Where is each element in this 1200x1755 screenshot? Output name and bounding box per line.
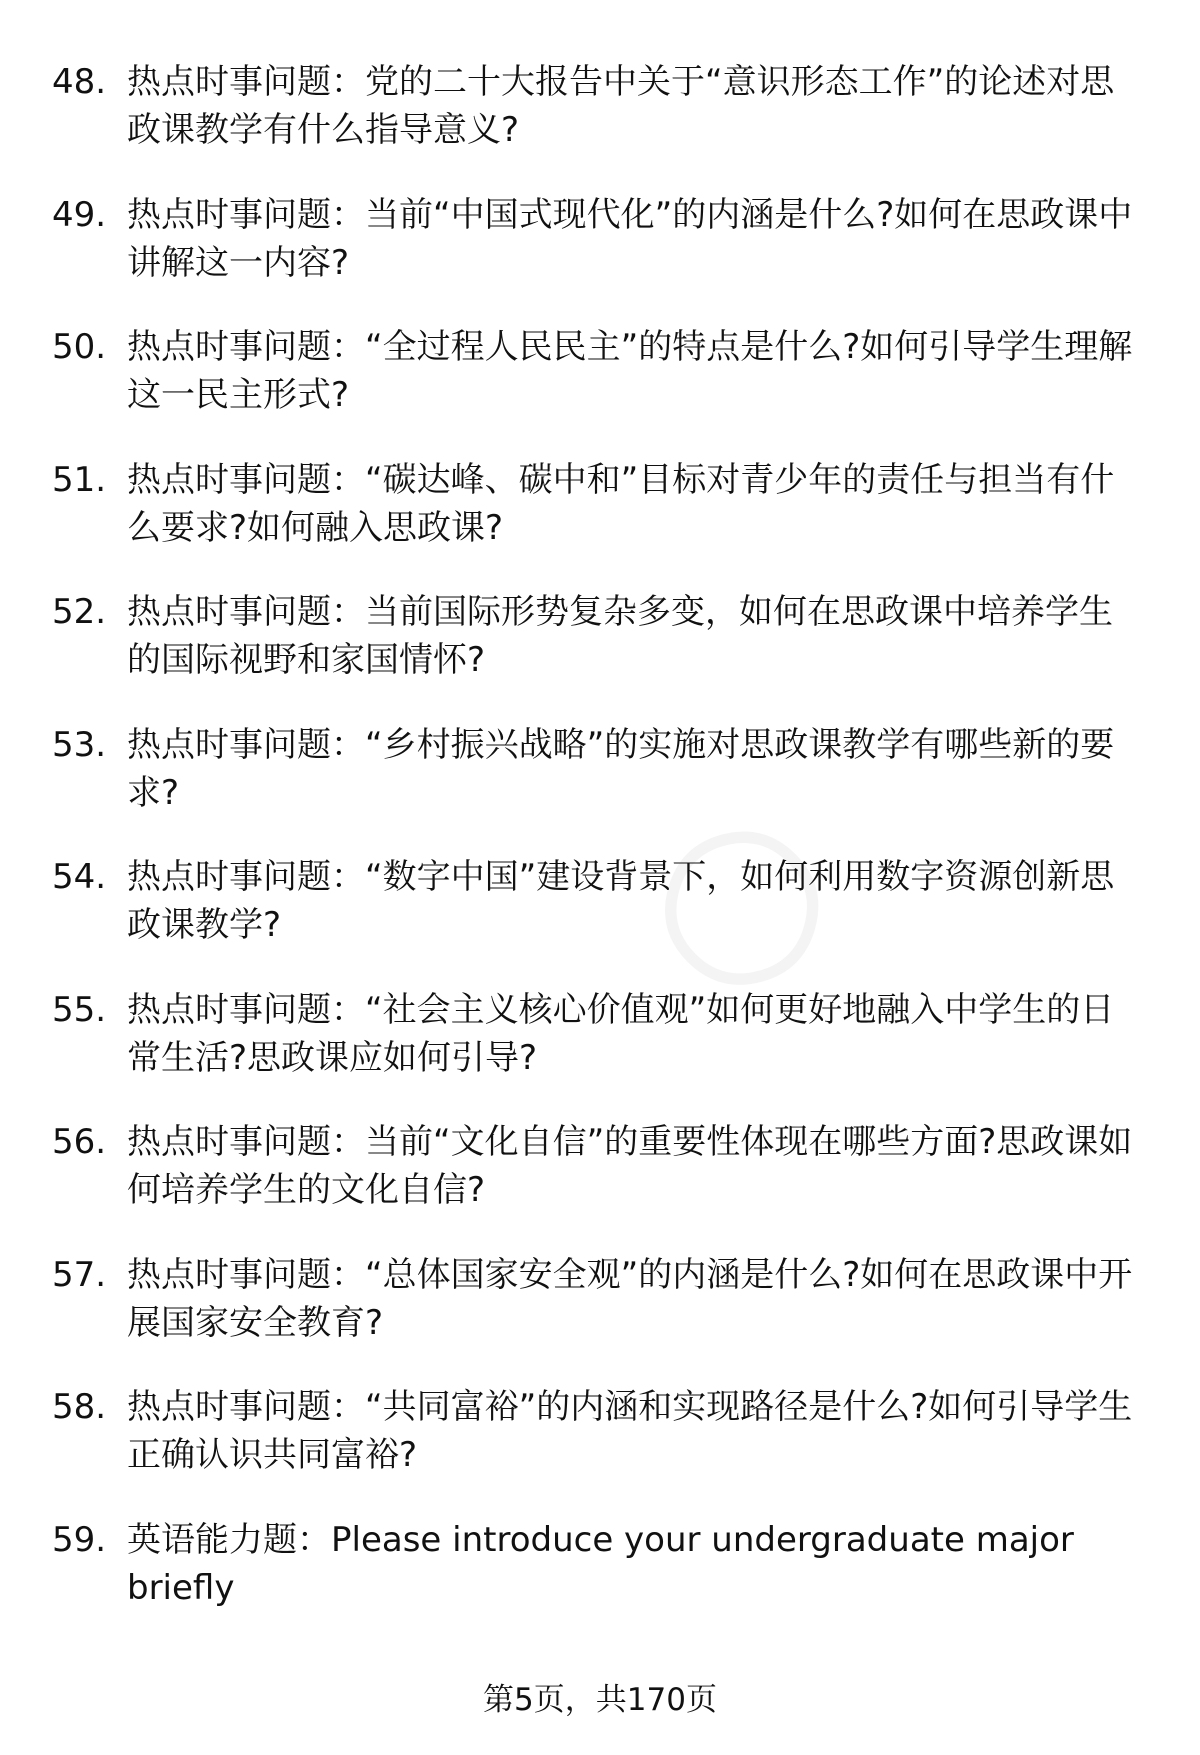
question-item bbox=[0, 986, 1200, 1119]
question-text: 热点时事问题：“乡村振兴战略”的实施对思政课教学有哪些新的要求? bbox=[127, 724, 1115, 813]
question-number: 51. bbox=[52, 459, 107, 500]
question-item bbox=[0, 1383, 1200, 1516]
question-number: 49. bbox=[52, 194, 107, 235]
question-item bbox=[0, 1118, 1200, 1251]
question-number: 52. bbox=[52, 592, 107, 632]
question-item bbox=[0, 191, 1200, 324]
question-item bbox=[0, 721, 1200, 854]
question-item bbox=[0, 323, 1200, 456]
question-item bbox=[0, 588, 1200, 721]
question-item bbox=[0, 1251, 1200, 1384]
question-number: 55. bbox=[52, 989, 107, 1030]
question-number: 58. bbox=[52, 1387, 107, 1427]
question-number: 48. bbox=[52, 62, 107, 102]
question-item bbox=[0, 1516, 1200, 1649]
question-number: 53. bbox=[52, 724, 107, 765]
question-text: 热点时事问题：当前国际形势复杂多变，如何在思政课中培养学生的国际视野和家国情怀? bbox=[127, 592, 1113, 680]
question-text: 热点时事问题：党的二十大报告中关于“意识形态工作”的论述对思政课教学有什么指导意义? bbox=[127, 62, 1115, 150]
question-text: 热点时事问题：当前“中国式现代化”的内涵是什么?如何在思政课中讲解这一内容? bbox=[127, 194, 1133, 283]
page-number-footer: 第5页，共170页 bbox=[483, 1682, 717, 1718]
question-text: 热点时事问题：“社会主义核心价值观”如何更好地融入中学生的日常生活?思政课应如何引导? bbox=[127, 989, 1115, 1078]
question-text: 热点时事问题：“碳达峰、碳中和”目标对青少年的责任与担当有什么要求?如何融入思政课? bbox=[127, 459, 1115, 548]
question-text: 英语能力题：Please introduce your undergraduate major briefly bbox=[127, 1519, 1074, 1608]
question-item bbox=[0, 456, 1200, 589]
question-number: 59. bbox=[52, 1519, 107, 1560]
question-text: 热点时事问题：“全过程人民民主”的特点是什么?如何引导学生理解这一民主形式? bbox=[127, 327, 1133, 415]
question-number: 56. bbox=[52, 1122, 107, 1162]
question-text: 热点时事问题：当前“文化自信”的重要性体现在哪些方面?思政课如何培养学生的文化自信? bbox=[127, 1122, 1133, 1210]
question-number: 57. bbox=[52, 1254, 107, 1295]
question-list bbox=[0, 58, 1200, 1648]
question-text: 热点时事问题：“总体国家安全观”的内涵是什么?如何在思政课中开展国家安全教育? bbox=[127, 1254, 1133, 1343]
question-number: 50. bbox=[52, 327, 107, 367]
question-item bbox=[0, 58, 1200, 191]
question-item bbox=[0, 853, 1200, 986]
question-text: 热点时事问题：“数字中国”建设背景下，如何利用数字资源创新思政课教学? bbox=[127, 857, 1115, 945]
question-number: 54. bbox=[52, 857, 107, 897]
question-text: 热点时事问题：“共同富裕”的内涵和实现路径是什么?如何引导学生正确认识共同富裕? bbox=[127, 1387, 1133, 1475]
